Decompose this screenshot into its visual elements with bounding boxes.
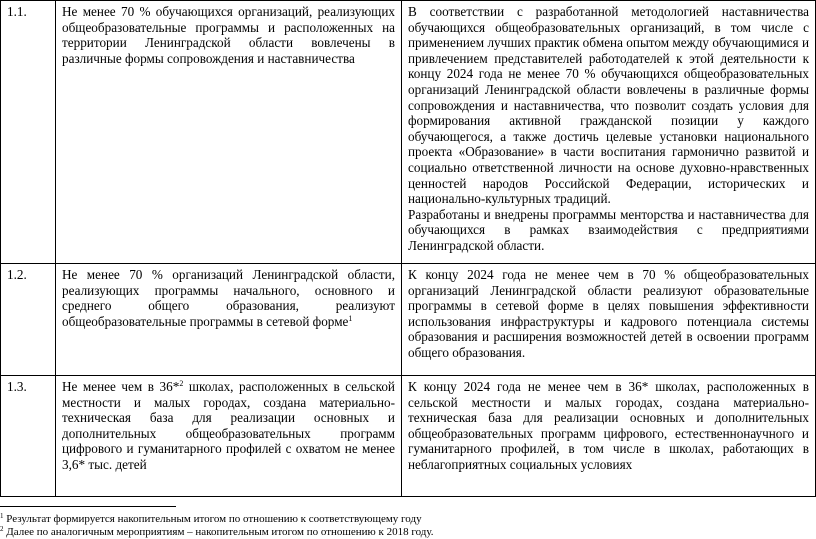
row-number: 1.3.: [1, 376, 56, 497]
table-row: [1, 376, 816, 497]
result-description: [402, 376, 816, 497]
target-text: Не менее 70 % обучающихся организаций, реализующих общеобразовательные программы и расположенных на территории Ленинградской области вовлечены в различные формы сопровождения и наставничества: [62, 4, 395, 66]
target-text-end: школах, расположенных в сельской местности и малых городах, создана материально-техническая база для реализации основных и дополнительных общеобразовательных программ цифрового и гуманитарного профилей с охватом не менее 3,6* тыс. детей: [62, 379, 395, 472]
row-number: 1.1.: [1, 1, 56, 264]
footnote-item: [0, 513, 434, 526]
footnote-text: Результат формируется накопительным итогом по отношению к соответствующему году: [3, 513, 422, 525]
result-description: [402, 264, 816, 376]
result-description: [402, 1, 816, 264]
description-paragraph: К концу 2024 года не менее чем в 70 % общеобразовательных организаций Ленинградской области реализуют образовательные программы в сетевой форме в целях повышения эффективности использования инфраструктуры и кадрового потенциала системы образования и расширения возможностей детей в освоении программ общего образования.: [408, 267, 809, 360]
footnote-ref[interactable]: 1: [348, 313, 353, 323]
footnote-item: [0, 526, 434, 539]
table-row: [1, 264, 816, 376]
footnote-text: Далее по аналогичным мероприятиям – накопительным итогом по отношению к 2018 году.: [3, 526, 434, 538]
target-indicator: [56, 1, 402, 264]
footnote-ref[interactable]: 2: [179, 379, 184, 388]
target-indicator: [56, 264, 402, 376]
description-paragraph: К концу 2024 года не менее чем в 36* школах, расположенных в сельской местности и малых городах, создана материально-техническая база для реализации основных и дополнительных общеобразовательных программ цифрового, естественнонаучного и гуманитарного профилей, в том числе в школах, работающих в неблагоприятных социальных условиях: [408, 379, 809, 472]
target-indicator: [56, 376, 402, 497]
footnotes: [0, 513, 434, 539]
row-number: 1.2.: [1, 264, 56, 376]
target-text-start: Не менее чем в 36*: [62, 379, 180, 394]
footnote-mark: 2: [0, 525, 4, 533]
target-text: Не менее 70 % организаций Ленинградской области, реализующих программы начального, основного и среднего общего образования, реализуют общеобразовательные программы в сетевой форме: [62, 267, 395, 329]
footnote-separator: [0, 506, 176, 507]
description-paragraph: В соответствии с разработанной методологией наставничества обучающихся общеобразовательных организаций, в том числе с применением лучших практик обмена опытом между обучающимися и привлечением представителей работодателей к этой деятельности к концу 2024 года не менее 70 % обучающихся общеобразовательных организаций Ленинградской области вовлечены в различные формы сопровождения и наставничества, что позволит создать условия для формирования активной гражданской позиции у каждого обучающегося, а также достичь целевые установки национального проекта «Образование» в части воспитания гармонично развитой и социально ответственной личности на основе духовно-нравственных ценностей народов Российской Федерации, исторических и национально-культурных традиций.: [408, 4, 809, 207]
description-paragraph: Разработаны и внедрены программы менторства и наставничества для обучающихся в рамках взаимодействия с предприятиями Ленинградской области.: [408, 206, 809, 253]
table-row: [1, 1, 816, 264]
footnote-mark: 1: [0, 512, 4, 520]
